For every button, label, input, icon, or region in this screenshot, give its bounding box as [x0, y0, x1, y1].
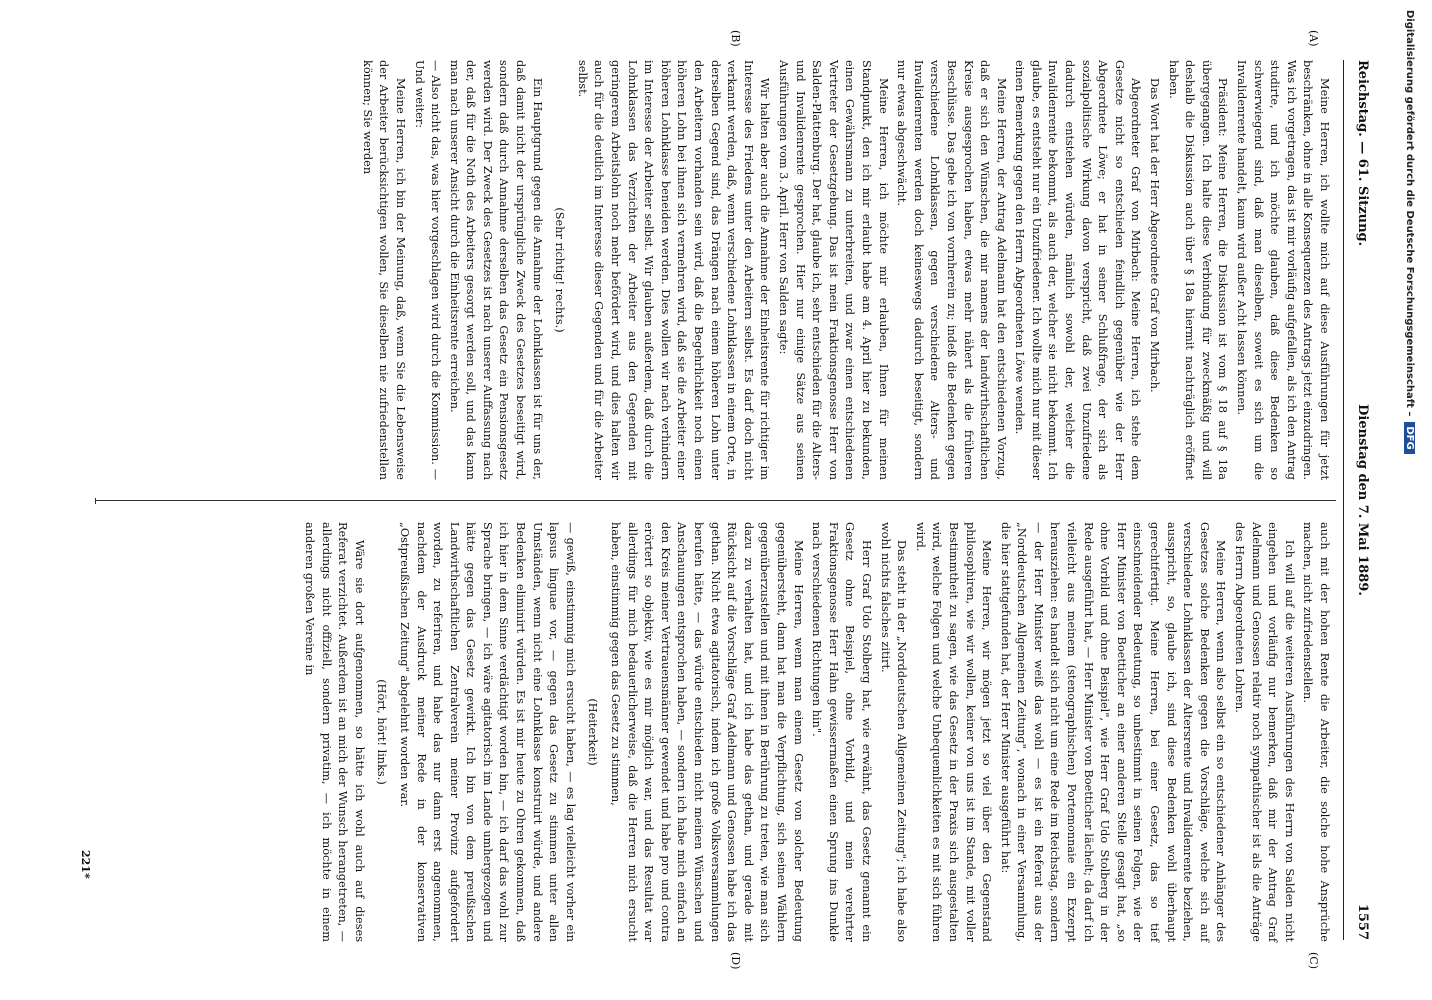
paragraph: Meine Herren, ich wollte mich auf diese Ausführungen für jetzt beschränken, ohne in alle Konsequenzen des Antrags jetzt einzudringen. Was ich vorgetragen, das ist mir vorläufig aufgefallen, als ich den Antrag studirte, und ich möchte glauben, daß diese Bedenken so schwerwiegend sind, daß man dieselben, soweit es sich um die Invalidenrente handelt, kaum wird außer Acht lassen können.: [1235, 60, 1331, 480]
margin-marker-a: (A): [1307, 30, 1320, 47]
credit-text: Digitalisierung gefördert durch die Deutsche Forschungsgemeinschaft –: [1404, 10, 1415, 417]
right-column: [298, 522, 1332, 942]
dfg-credit-line: [1404, 10, 1415, 990]
dfg-logo: DFG: [1404, 422, 1415, 453]
interjection: (Sehr richtig! rechts.): [553, 207, 567, 333]
page-header: [1346, 60, 1370, 940]
paragraph: Meine Herren, der Antrag Adelmann hat den entschiedenen Vorzug, daß er sich den Wünschen, die mir namens der landwirthschaftlichen Kreise ausgesprochen haben, etwas mehr nähert als die früheren Beschlüsse. Das gebe ich von vornherein zu; indeß die Bedenken gegen verschiedene Lohnklassen, gegen verschiedene Alters- und Invalidenrenten werden doch keineswegs dadurch beseitigt, sondern nur etwas abgeschwächt.: [895, 60, 1008, 480]
header-rule: [1343, 60, 1344, 940]
paragraph: — gewiß, einstimmig mich ersucht haben, — es lag vielleicht vorher ein lapsus linguae vor, — gegen das Gesetz zu stimmen unter allen Umständen, wenn nicht eine Lohnklasse konstruirt würde, und andere Bedenken eliminirt würden. Es ist mir heute zu Ohren gekommen, daß ich hier in dem Sinne verdächtigt worden bin, — ich darf das wohl zur Sprache bringen, — ich wäre agitatorisch im Lande umhergezogen und hätte gegen das Gesetz gewirkt. Ich bin von dem preußischen Landwirthschaftlichen Zentralverein meiner Provinz aufgefordert worden, zu referiren, und habe das nur dann erst angenommen, nachdem der Ausdruck meiner Rede in der konservativen „Ostpreußischen Zeitung" abgelehnt worden war.: [397, 522, 577, 942]
quoted-paragraph: Meine Herren, wir mögen jetzt so viel über den Gegenstand philosophiren, wie wir wollen, keiner von uns ist im Stande, mit voller Bestimmtheit zu sagen, wie das Gesetz in der Praxis sich ausgestalten wird, welche Folgen und welche Unbequemlichkeiten es mit sich führen wird.: [913, 522, 994, 942]
header-left-title: Reichstag. — 61. Sitzung.: [1355, 60, 1370, 247]
paragraph: Meine Herren, ich möchte mir erlauben, Ihnen für meinen Standpunkt, den ich mir erlaubt habe am 4. April hier zu bekunden, einen Gewährsmann zu unterbreiten, und zwar einen entschiedenen Vertreter der Gesetzgebung. Das ist mein Fraktionsgenosse Herr von Salden-Plattenburg. Der hat, glaube ich, sehr entschieden für die Alters- und Invalidenrente gesprochen. Hier nur einige Sätze aus seinen Ausführungen vom 3. April. Herr von Salden sagte:: [777, 60, 890, 480]
column-divider: [96, 500, 1336, 501]
paragraph: Das steht in der „Norddeutschen Allgemeinen Zeitung"; ich habe also wohl nichts falsches zitirt.: [878, 522, 909, 942]
paragraph: Wäre sie dort aufgenommen, so hätte ich wohl auch auf dieses Referat verzichtet. Außerdem ist an mich der Wunsch herangetreten, — allerdings nicht offiziell, sondern privatim, — ich möchte in einem anderen großen Vereine in: [302, 522, 366, 942]
interjection: (Heiterkeit): [586, 698, 600, 766]
paragraph: Abgeordneter Graf von Mirbach: Meine Herren, ich stehe dem Gesetze nicht so entschieden feindlich gegenüber wie der Herr Abgeordnete Löwe; er hat in seiner Schlußfrage, der sich als sozialpolitische Wirkung davon verspricht, daß zwei Unzufriedene dadurch entstehen würden, nämlich sowohl der, welcher die Invalidenrente bekommt, als auch der, welcher sie nicht bekommt. Ich glaube, es entsteht nur ein Unzufriedener. Ich wollte mich nur mit dieser einen Bemerkung gegen den Herrn Abgeordneten Löwe wenden.: [1013, 60, 1143, 480]
page-number: 1557: [1355, 903, 1370, 940]
paragraph: Ich will auf die weiteren Ausführungen des Herrn von Salden nicht eingehen und vorläufig nur bemerken, daß mir der Antrag Graf Adelmann und Genossen relativ noch sympathischer ist als die Anträge des Herrn Abgeordneten Lohren.: [1233, 522, 1296, 942]
paragraph: Das Wort hat der Herr Abgeordnete Graf von Mirbach.: [1148, 78, 1162, 393]
quoted-paragraph: Wir halten aber auch die Annahme der Einheitsrente für richtiger im Interesse des Friedens unter den Arbeitern selbst. Es darf doch nicht verkannt werden, daß, wenn verschiedene Lohnklassen in einem Orte, in derselben Gegend sind, das Drängen nach einem höheren Lohn unter den Arbeitern vorhanden sein wird, daß die Begehrlichkeit noch einen höheren Lohn bei ihnen sich vermehren wird, daß sie die Arbeiter einer höheren Lohnklasse beneiden werden. Dies wollen wir nach verhindern im Interesse der Arbeiter selbst. Wir glauben außerdem, daß durch die Lohnklassen das Verzichten der Arbeiter aus den Gegenden mit geringerem Arbeitslohn noch mehr befördert wird, und dies halten wir auch für die deutlich im Interesse dieser Gegenden und für die Arbeiter selbst.: [575, 60, 772, 480]
paragraph: auch mit der hohen Rente die Arbeiter, die solche hohe Ansprüche machen, nicht zufriedenstellen.: [1301, 522, 1331, 942]
paragraph: Meine Herren, wenn also selbst ein so entschiedener Anhänger des Gesetzes solche Bedenken gegen die Vorschläge, welche sich auf verschiedene Lohnklassen der Altersrente und Invalidenrente beziehen, ausspricht, so, glaube ich, sind diese Bedenken wohl überhaupt gerechtfertigt. Meine Herren, bei einer Gesetz, das so tief einschneidender Bedeutung, so unbestimmt in seinen Folgen, wie der Herr Minister von Boetticher an einer anderen Stelle gesagt hat, „so ohne Vorbild und ohne Beispiel", wie Herr Graf Udo Stolberg in der Rede ausgeführt hat, — Herr Minister von Boetticher lächelt; da darf ich vielleicht aus meinem (stenographischen) Portemonnaie ein Exzerpt herausziehen: es handelt sich nicht um eine Rede im Reichstag, sondern — der Herr Minister weiß das wohl — es ist ein Referat aus der „Norddeutschen Allgemeinen Zeitung", wonach in einer Versammlung, die hier stattgefunden hat, der Herr Minister ausgeführt hat:: [998, 522, 1228, 942]
margin-marker-d: (D): [729, 952, 742, 970]
paragraph: Herr Graf Udo Stolberg hat, wie erwähnt, das Gesetz genannt ein Gesetz ohne Beispiel, ohne Vorbild, und mein verehrter Fraktionsgenosse Herr Hahn gewissermaßen einen Sprung ins Dunkle nach verschiedenen Richtungen hin".: [810, 522, 873, 942]
quoted-paragraph: Meine Herren, ich bin der Meinung, daß, wenn Sie die Lebensweise der Arbeiter berücksichtigen wollen, Sie dieselben nie zufriedenstellen können; Sie werden: [360, 60, 407, 480]
column-divider-end: [95, 498, 96, 504]
header-date: Dienstag den 7. Mai 1889.: [1355, 404, 1370, 596]
left-column: [356, 60, 1332, 480]
paragraph: Meine Herren, wenn man einem Gesetz von solcher Bedeutung gegenübersteht, dann hat man die Verpflichtung, sich seinen Wählern gegenüberzustellen und mit ihnen in Berührung zu treten, wie man sich dazu zu verhalten hat, und ich habe das gethan, und gerade mit Rücksicht auf die Vorschläge Graf Adelmann und Genossen habe ich das gethan. Nicht etwa agitatorisch, indem ich große Volksversammlungen berufen hätte, — das würde entschieden nicht meinen Wünschen und Anschauungen entsprochen haben, — sondern ich habe mich einfach an den Kreis meiner Vertrauensmänner gewendet und habe pro und contra erörtert so objektiv, wie es mir möglich war, und das Resultat war allerdings für mich bedauerlicherweise, daß die Herren mich ersucht haben, einstimmig gegen das Gesetz zu stimmen,: [609, 522, 805, 942]
signature-mark: 221*: [79, 850, 92, 879]
margin-marker-b: (B): [729, 30, 742, 47]
paragraph: — Also nicht das, was hier vorgeschlagen wird durch die Kommission. — Und weiter:: [412, 60, 443, 480]
margin-marker-c: (C): [1307, 952, 1320, 969]
paragraph: Präsident: Meine Herren, die Diskussion ist vom § 18 auf § 18a übergegangen. Ich halte diese Verbindung für zweckmäßig und will deshalb die Diskussion auch über § 18a hiermit nachträglich eröffnet haben.: [1166, 60, 1230, 480]
interjection: (Hört, hört! links.): [375, 679, 389, 785]
quoted-paragraph: Ein Hauptgrund gegen die Annahme der Lohnklassen ist für uns der, daß damit nicht der ursprüngliche Zweck des Gesetzes beseitigt wird, sondern daß durch Annahme derselben das Gesetz ein Pensionsgesetz werden wird. Der Zweck des Gesetzes ist nach unserer Auffassung nach der, daß für die Noth des Arbeiters gesorgt werden soll, und das kann man nach unserer Ansicht durch die Einheitsrente erreichen.: [447, 60, 544, 480]
